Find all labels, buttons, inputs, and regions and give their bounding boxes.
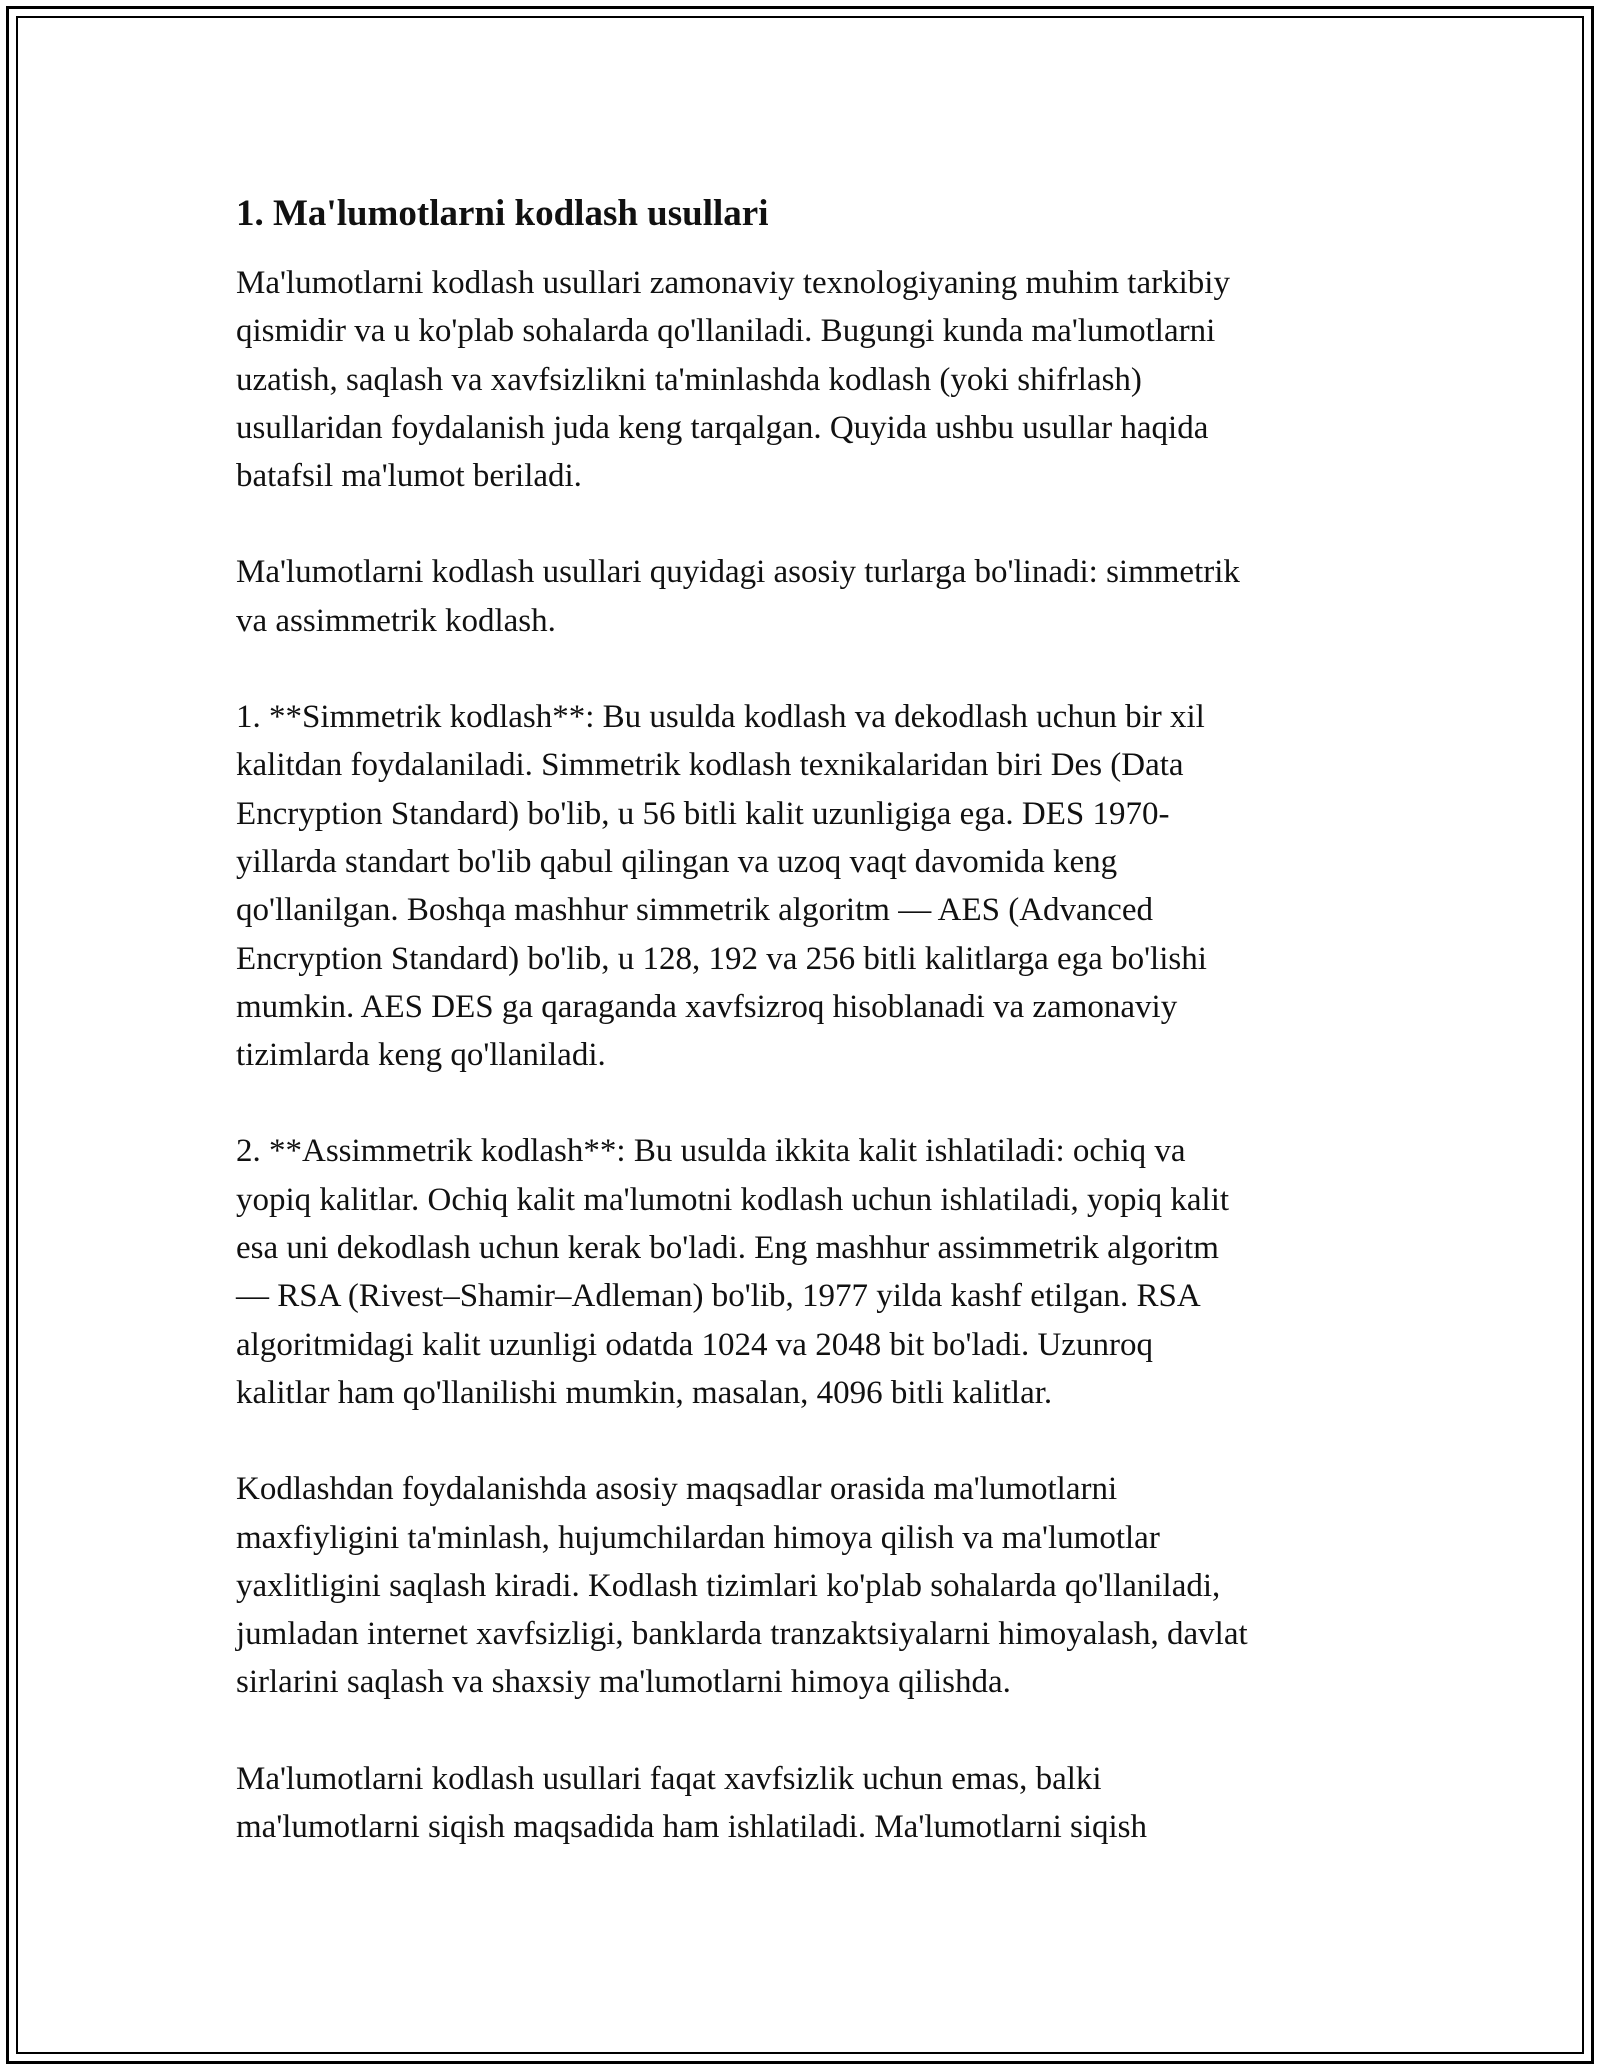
document-body xyxy=(236,188,1376,1899)
symmetric-paragraph: 1. **Simmetrik kodlash**: Bu usulda kodlash va dekodlash uchun bir xil kalitdan foydalaniladi. Simmetrik kodlash texnikalaridan biri Des (Data Encryption Standard) bo'lib, u 56 bitli kalit uzunligiga ega. DES 1970- yillarda standart bo'lib qabul qilingan va uzoq vaqt davomida keng qo'llanilgan. Boshqa mashhur simmetrik algoritm — AES (Advanced Encryption Standard) bo'lib, u 128, 192 va 256 bitli kalitlarga ega bo'lishi mumkin. AES DES ga qaraganda xavfsizroq hisoblanadi va zamonaviy tizimlarda keng qo'llaniladi. xyxy=(236,699,1207,1074)
intro-paragraph: Ma'lumotlarni kodlash usullari zamonaviy texnologiyaning muhim tarkibiy qismidir va u ko'plab sohalarda qo'llaniladi. Bugungi kunda ma'lumotlarni uzatish, saqlash va xavfsizlikni ta'minlashda kodlash (yoki shifrlash) usullaridan foydalanish juda keng tarqalgan. Quyida ushbu usullar haqida batafsil ma'lumot beriladi. xyxy=(236,265,1230,495)
types-paragraph: Ma'lumotlarni kodlash usullari quyidagi asosiy turlarga bo'linadi: simmetrik va assimmetrik kodlash. xyxy=(236,554,1240,639)
compression-paragraph: Ma'lumotlarni kodlash usullari faqat xavfsizlik uchun emas, balki ma'lumotlarni siqish maqsadida ham ishlatiladi. Ma'lumotlarni siqish xyxy=(236,1760,1148,1846)
purpose-paragraph: Kodlashdan foydalanishda asosiy maqsadlar orasida ma'lumotlarni maxfiyligini ta'minlash, hujumchilardan himoya qilish va ma'lumotlar yaxlitligini saqlash kiradi. Kodlash tizimlari ko'plab sohalarda qo'llaniladi, jumladan internet xavfsizligi, banklarda tranzaktsiyalarni himoyalash, davlat sirlarini saqlash va shaxsiy ma'lumotlarni himoya qilishda. xyxy=(236,1471,1248,1701)
section-heading: 1. Ma'lumotlarni kodlash usullari xyxy=(236,193,769,234)
asymmetric-paragraph: 2. **Assimmetrik kodlash**: Bu usulda ikkita kalit ishlatiladi: ochiq va yopiq kalitlar. Ochiq kalit ma'lumotni kodlash uchun ishlatiladi, yopiq kalit esa uni dekodlash uchun kerak bo'ladi. Eng mashhur assimmetrik algoritm — RSA (Rivest–Shamir–Adleman) bo'lib, 1977 yilda kashf etilgan. RSA algoritmidagi kalit uzunligi odatda 1024 va 2048 bit bo'ladi. Uzunroq kalitlar ham qo'llanilishi mumkin, masalan, 4096 bitli kalitlar. xyxy=(236,1133,1230,1411)
